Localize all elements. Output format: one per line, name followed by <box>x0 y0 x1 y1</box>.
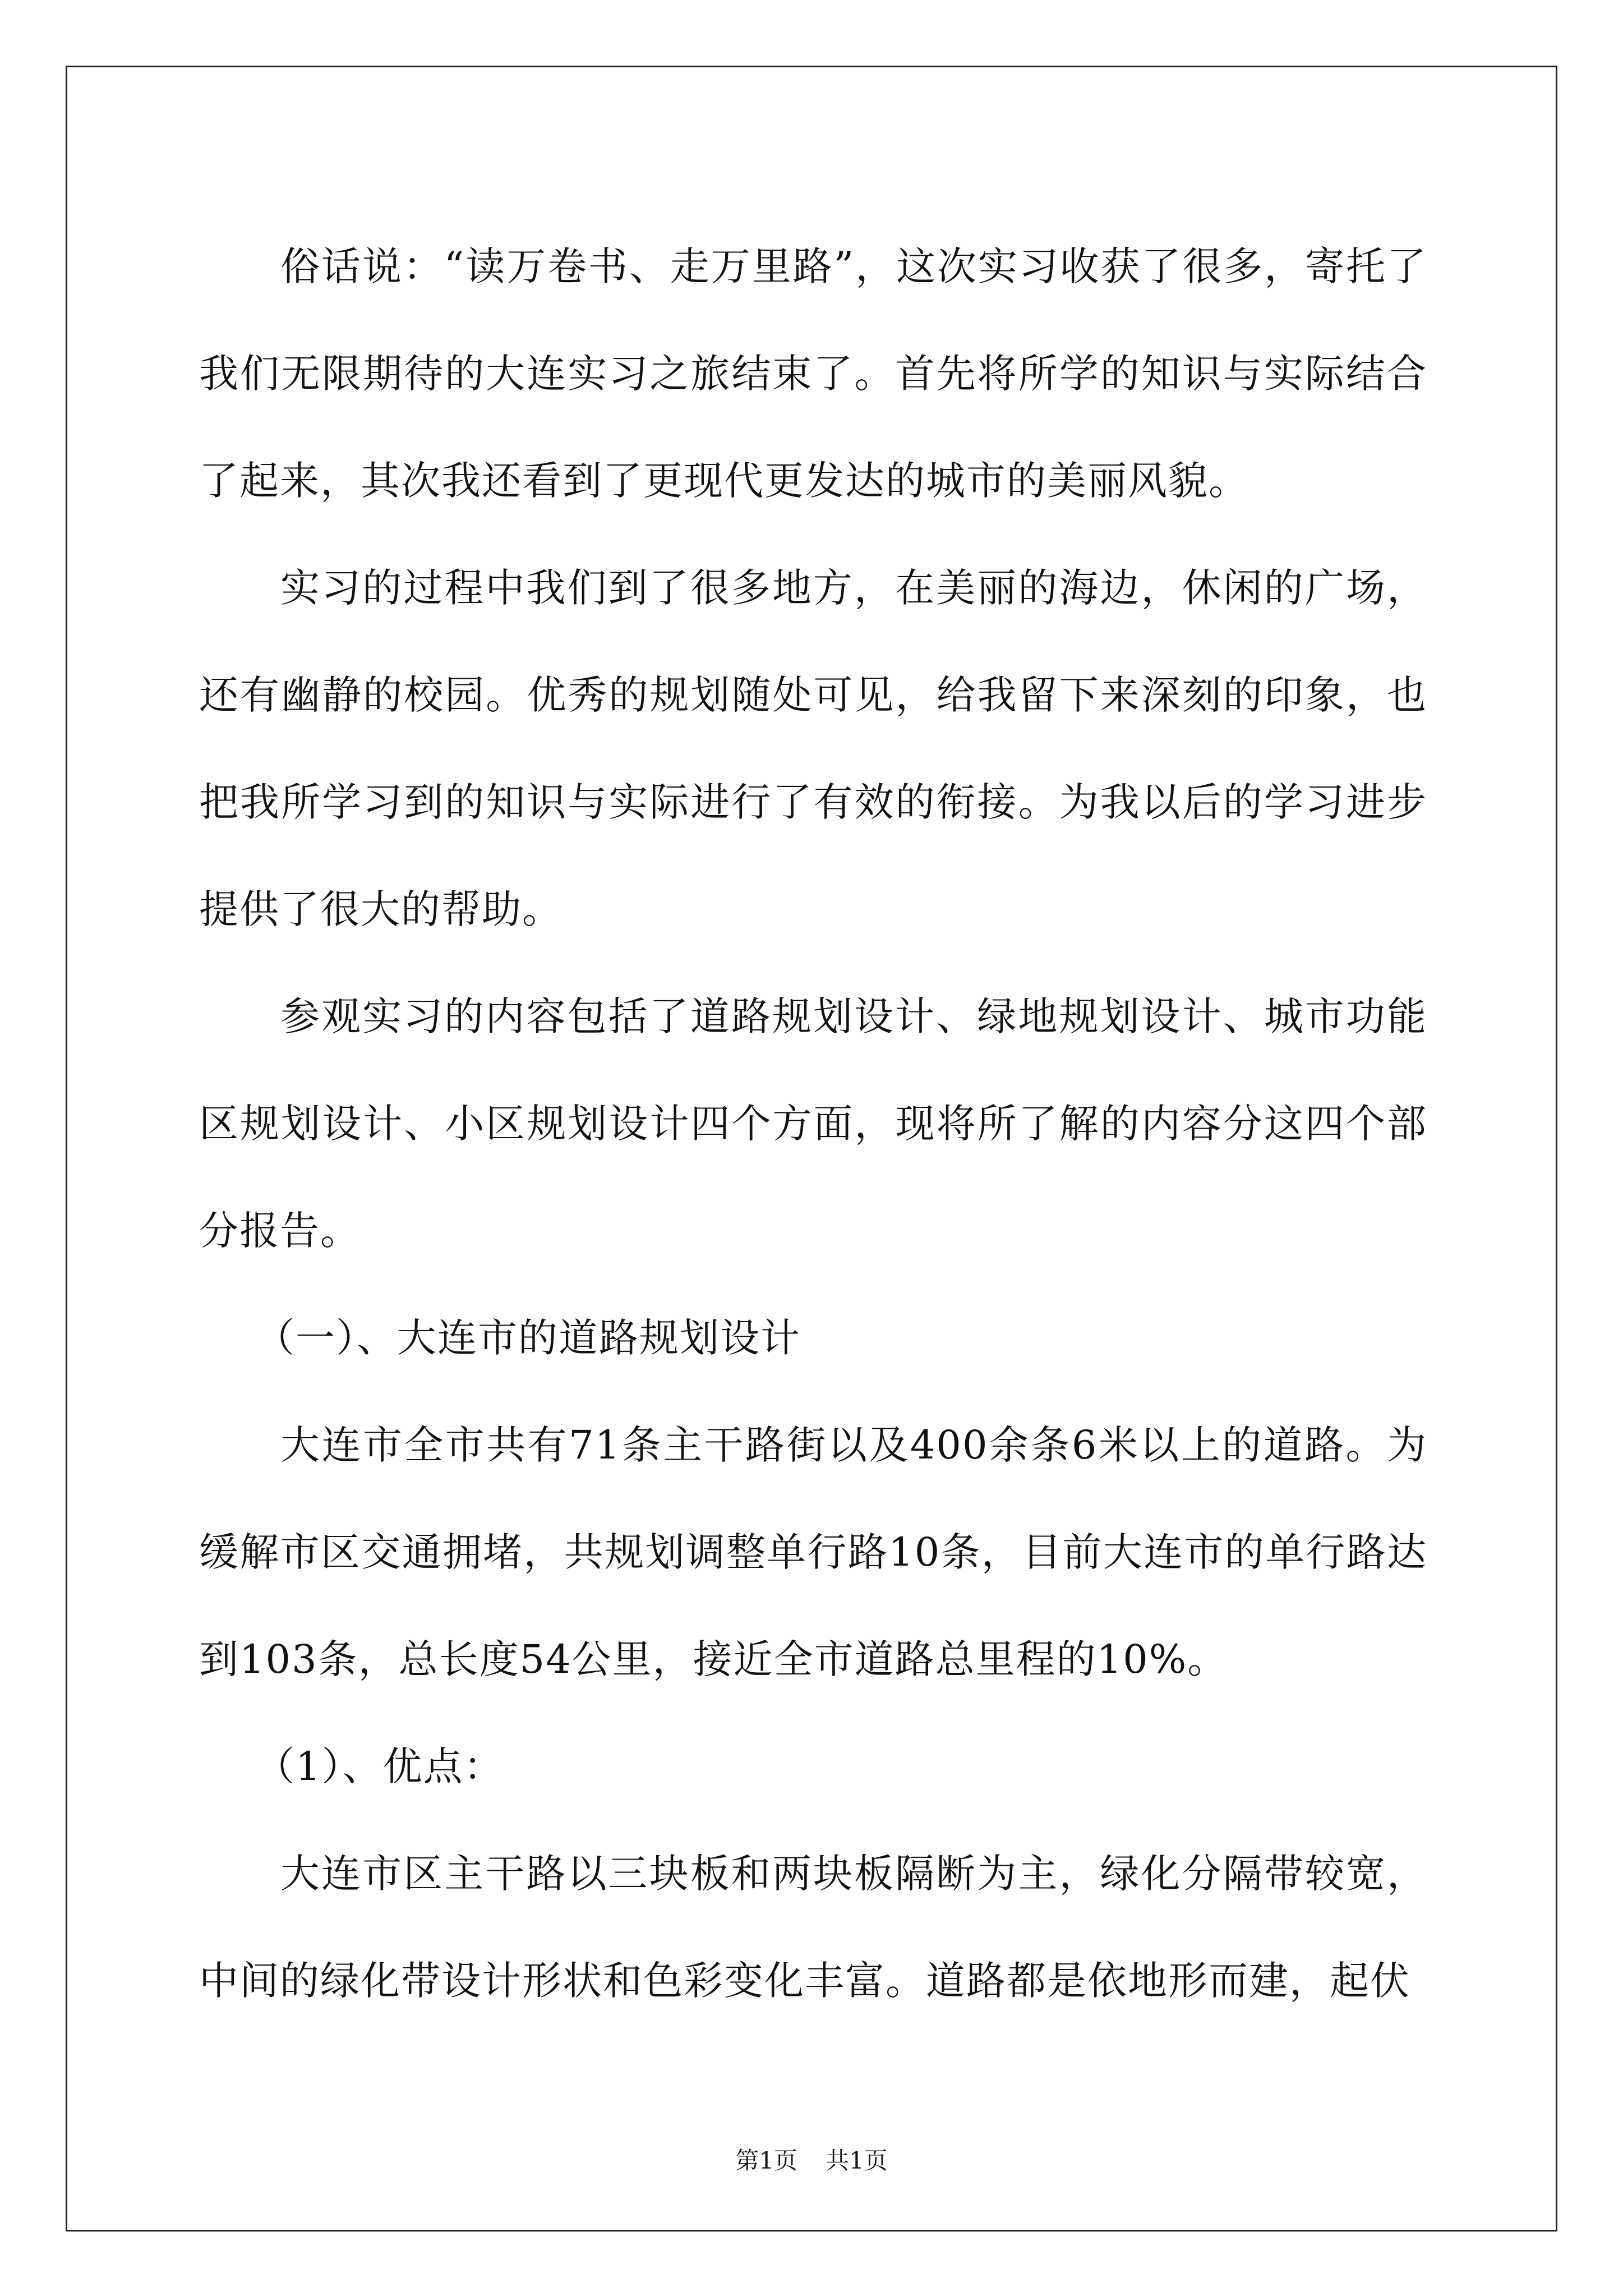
paragraph-advantages: 大连市区主干路以三块板和两块板隔断为主，绿化分隔带较宽，中间的绿化带设计形状和色彩变化丰富。道路都是依地形而建，起伏 <box>199 1851 1427 2004</box>
document-body <box>199 213 1427 2035</box>
paragraph-intro: 俗话说：“读万卷书、走万里路”，这次实习收获了很多，寄托了我们无限期待的大连实习之旅结束了。首先将所学的知识与实际结合了起来，其次我还看到了更现代更发达的城市的美丽风貌。 <box>199 243 1427 504</box>
section-heading-road-planning: （一）、大连市的道路规划设计 <box>255 1315 801 1361</box>
page-number: 第1页 <box>735 2147 797 2174</box>
page-total: 共1页 <box>826 2147 888 2174</box>
paragraph-contents: 参观实习的内容包括了道路规划设计、绿地规划设计、城市功能区规划设计、小区规划设计四个方面，现将所了解的内容分这四个部分报告。 <box>199 993 1427 1254</box>
paragraph-places: 实习的过程中我们到了很多地方，在美丽的海边，休闲的广场，还有幽静的校园。优秀的规划随处可见，给我留下来深刻的印象，也把我所学习到的知识与实际进行了有效的衔接。为我以后的学习进步提供了很大的帮助。 <box>199 565 1427 932</box>
paragraph-road-stats: 大连市全市共有71条主干路街以及400余条6米以上的道路。为缓解市区交通拥堵，共规划调整单行路10条，目前大连市的单行路达到103条，总长度54公里，接近全市道路总里程的10%。 <box>199 1422 1427 1682</box>
subsection-heading-advantages: （1）、优点： <box>255 1743 504 1789</box>
page-footer <box>0 2144 1623 2178</box>
